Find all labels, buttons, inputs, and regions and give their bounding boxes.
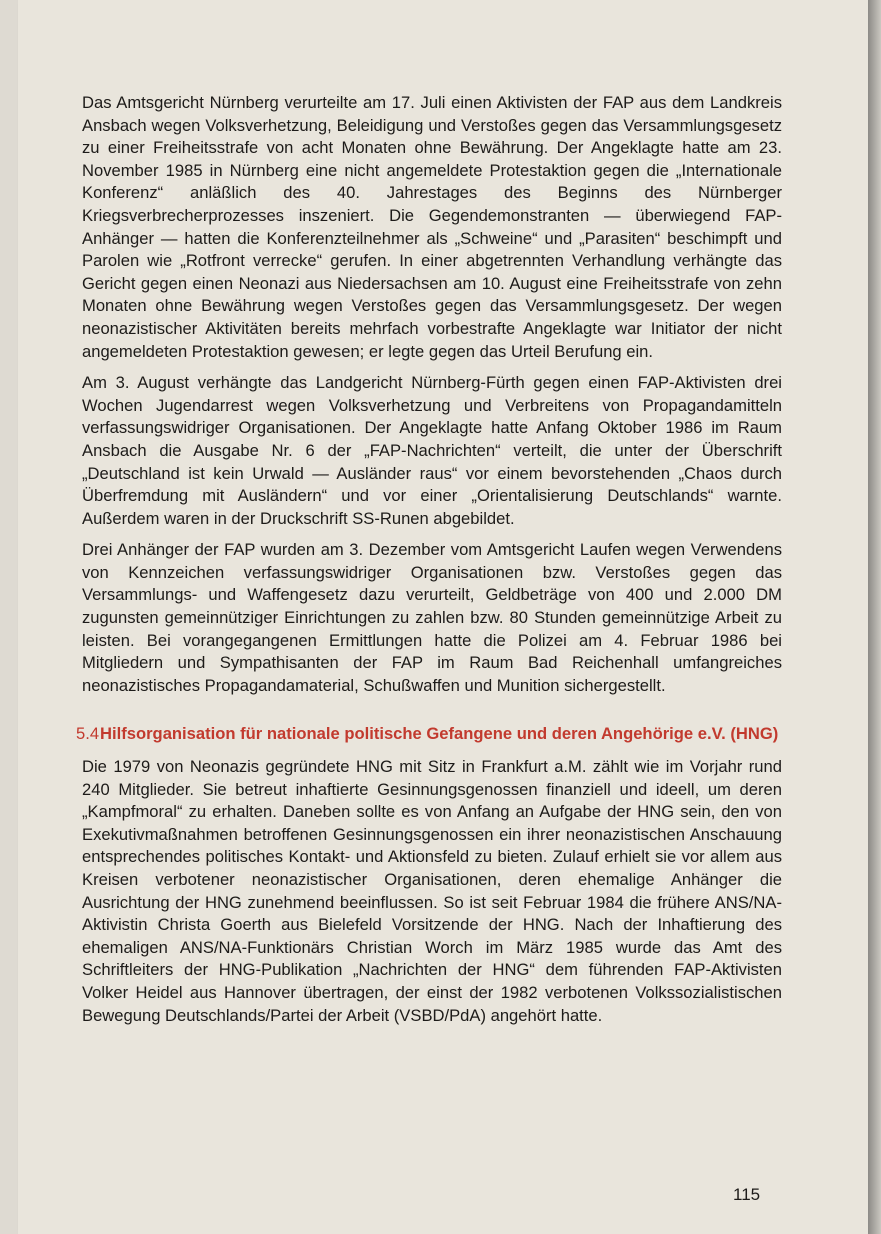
section-number: 5.4 [76,724,100,744]
paragraph-2: Am 3. August verhängte das Landgericht Nürnberg-Fürth gegen einen FAP-Aktivisten drei Wochen Jugendarrest wegen Volksverhetzung und Verbreitens von Propagandamitteln verfassungswidriger Organisationen. Der Angeklagte hatte Anfang Oktober 1986 im Raum Ansbach die Ausgabe Nr. 6 der „FAP-Nachrichten“ verteilt, die unter der Überschrift „Deutschland ist kein Urwald — Ausländer raus“ vor einem bevorstehenden „Chaos durch Überfremdung mit Ausländern“ und vor einer „Orientalisierung Deutschlands“ warnte. Außerdem waren in der Druckschrift SS-Runen abgebildet. [82,373,782,528]
document-page [18,0,868,1234]
paragraph-1: Das Amtsgericht Nürnberg verurteilte am 17. Juli einen Aktivisten der FAP aus dem Landkreis Ansbach wegen Volksverhetzung, Beleidigung und Verstoßes gegen das Versammlungsgesetz zu einer Freiheitsstrafe von acht Monaten ohne Bewährung. Der Angeklagte hatte am 23. November 1985 in Nürnberg eine nicht angemeldete Protestaktion gegen die „Internationale Konferenz“ anläßlich des 40. Jahrestages des Beginns des Nürnberger Kriegsverbrecherprozesses inszeniert. Die Gegendemonstranten — überwiegend FAP-Anhänger — hatten die Konferenzteilnehmer als „Schweine“ und „Parasiten“ beschimpft und Parolen wie „Rotfront verrecke“ gerufen. In einer abgetrennten Verhandlung verhängte das Gericht gegen einen Neonazi aus Niedersachsen am 10. August eine Freiheitsstrafe von zehn Monaten ohne Bewährung wegen Verstoßes gegen das Versammlungsgesetz. Der wegen neonazistischer Aktivitäten bereits mehrfach vorbestrafte Angeklagte war Initiator der nicht angemeldeten Protestaktion gewesen; er legte gegen das Urteil Berufung ein. [82,93,782,361]
section-title: Hilfsorganisation für nationale politische Gefangene und deren Angehörige e.V. (HNG) [100,724,779,744]
section-paragraph: Die 1979 von Neonazis gegründete HNG mit Sitz in Frankfurt a.M. zählt wie im Vorjahr rund 240 Mitglieder. Sie betreut inhaftierte Gesinnungsgenossen finanziell und ideell, um deren „Kampfmoral“ zu erhalten. Daneben sollte es von Anfang an Aufgabe der HNG sein, den von Exekutivmaßnahmen betroffenen Gesinnungsgenossen ein ihrer neonazistischen Anschauung entsprechendes politisches Kontakt- und Aktionsfeld zu bieten. Zulauf erhielt sie vor allem aus Kreisen verbotener neonazistischer Organisationen, deren ehemalige Anhänger die Ausrichtung der HNG zunehmend beeinflussen. So ist seit Februar 1984 die frühere ANS/NA-Aktivistin Christa Goerth aus Bielefeld Vorsitzende der HNG. Nach der Inhaftierung des ehemaligen ANS/NA-Funktionärs Christian Worch im März 1985 wurde das Amt des Schriftleiters der HNG-Publikation „Nachrichten der HNG“ dem führenden FAP-Aktivisten Volker Heidel aus Hannover übertragen, der einst der 1982 verbotenen Volkssozialistischen Bewegung Deutschlands/Partei der Arbeit (VSBD/PdA) angehört hatte. [82,757,782,1025]
page-number: 115 [733,1185,761,1204]
page-body [76,92,782,1036]
paragraph-3: Drei Anhänger der FAP wurden am 3. Dezember vom Amtsgericht Laufen wegen Verwendens von Kennzeichen verfassungswidriger Organisationen bzw. Verstoßes gegen das Versammlungs- und Waffengesetz dazu verurteilt, Geldbeträge von 400 und 2.000 DM zugunsten gemeinnütziger Einrichtungen zu zahlen bzw. 80 Stunden gemeinnützige Arbeit zu leisten. Bei vorangegangenen Ermittlungen hatte die Polizei am 4. Februar 1986 bei Mitgliedern und Sympathisanten der FAP im Raum Bad Reichenhall umfangreiches neonazistisches Propagandamaterial, Schußwaffen und Munition sichergestellt. [82,540,782,695]
section-heading [76,723,782,746]
